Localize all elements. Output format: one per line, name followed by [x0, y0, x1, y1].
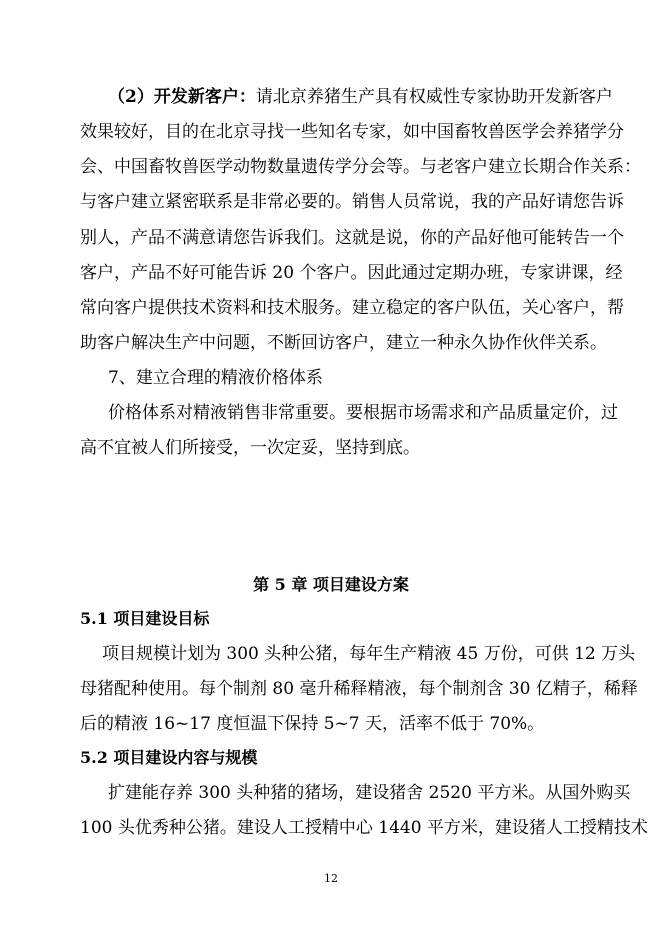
paragraph-line: 别人，产品不满意请您告诉我们。这就是说，你的产品好他可能转告一个	[80, 228, 624, 248]
section-7-title: 7、建立合理的精液价格体系	[108, 368, 323, 388]
paragraph-line: 与客户建立紧密联系是非常必要的。销售人员常说，我的产品好请您告诉	[80, 192, 624, 212]
paragraph-line: 价格体系对精液销售非常重要。要根据市场需求和产品质量定价，过	[108, 403, 618, 423]
paragraph-line: 高不宜被人们所接受，一次定妥，坚持到底。	[80, 438, 420, 458]
paragraph-line: 客户，产品不好可能告诉 20 个客户。因此通过定期办班，专家讲课，经	[80, 263, 623, 283]
paragraph-line: 扩建能存养 300 头种猪的猪场，建设猪舍 2520 平方米。从国外购买	[108, 783, 631, 803]
page-number: 12	[324, 872, 338, 885]
chapter-title: 第 5 章 项目建设方案	[253, 575, 409, 594]
paragraph-line: 会、中国畜牧兽医学动物数量遗传学分会等。与老客户建立长期合作关系：	[80, 157, 641, 177]
section-5-2-heading: 5.2 项目建设内容与规模	[80, 748, 258, 767]
section-5-1-heading: 5.1 项目建设目标	[80, 609, 210, 628]
paragraph-line: 100 头优秀种公猪。建设人工授精中心 1440 平方米，建设猪人工授精技术	[80, 818, 648, 838]
paragraph-line: 项目规模计划为 300 头种公猪，每年生产精液 45 万份，可供 12 万头	[102, 644, 636, 664]
paragraph-line	[108, 86, 613, 108]
paragraph-line: 助客户解决生产中问题，不断回访客户，建立一种永久协作伙伴关系。	[80, 333, 607, 353]
paragraph-line: 常向客户提供技术资料和技术服务。建立稳定的客户队伍，关心客户，帮	[80, 298, 624, 318]
item-label: （2）开发新客户：	[108, 87, 256, 107]
paragraph-line: 后的精液 16~17 度恒温下保持 5~7 天，活率不低于 70%。	[80, 714, 545, 734]
paragraph-line: 母猪配种使用。每个制剂 80 毫升稀释精液，每个制剂含 30 亿精子，稀释	[80, 679, 638, 699]
paragraph-line: 效果较好，目的在北京寻找一些知名专家，如中国畜牧兽医学会养猪学分	[80, 122, 624, 142]
item-text: 请北京养猪生产具有权威性专家协助开发新客户	[255, 87, 613, 107]
